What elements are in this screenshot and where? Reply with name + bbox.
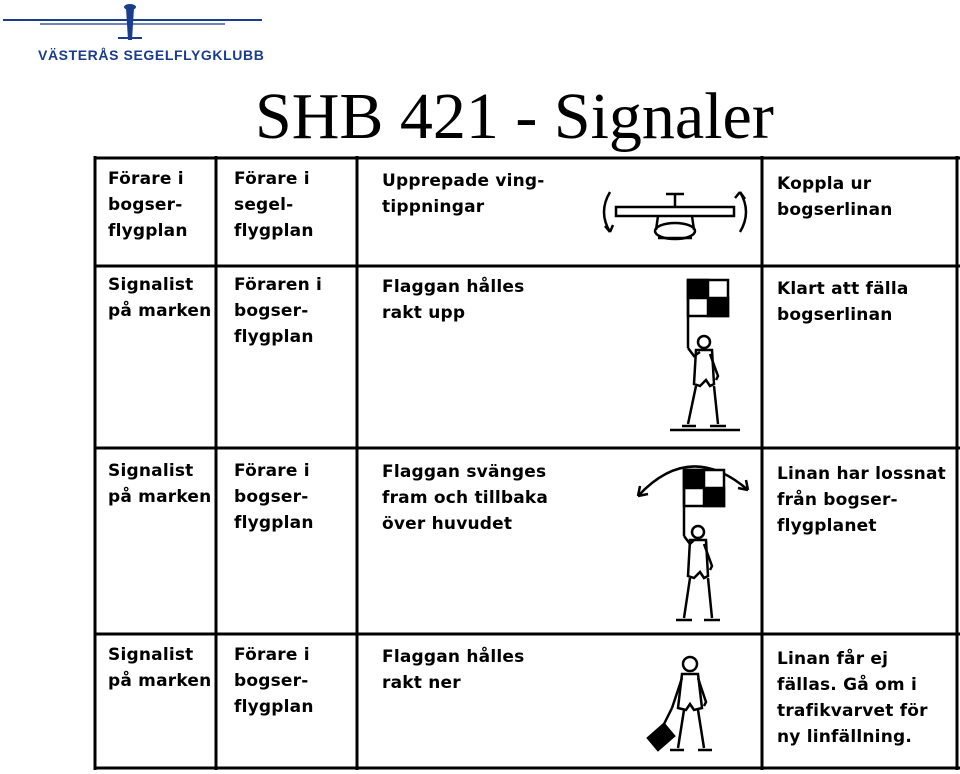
airplane-wing-rocking-icon	[596, 186, 754, 256]
row4-giver: Signalist på marken	[108, 645, 212, 691]
row4-meaning: Linan får ej fällas. Gå om i trafikvarvet för ny linfällning.	[777, 649, 928, 747]
row3-meaning: Linan har lossnat från bogser- flygplanet	[777, 464, 946, 536]
row3-giver: Signalist på marken	[108, 461, 212, 507]
row3-signal: Flaggan svänges fram och tillbaka över huvudet	[382, 462, 549, 534]
row2-giver: Signalist på marken	[108, 275, 212, 321]
row2-receiver: Föraren i bogser- flygplan	[234, 275, 323, 347]
row3-receiver: Förare i bogser- flygplan	[234, 461, 314, 533]
row2-signal: Flaggan hålles rakt upp	[382, 277, 525, 323]
row4-signal: Flaggan hålles rakt ner	[382, 647, 525, 693]
row1-giver: Förare i bogser- flygplan	[108, 169, 188, 241]
row2-meaning: Klart att fälla bogserlinan	[777, 279, 909, 325]
row1-receiver: Förare i segel- flygplan	[234, 169, 314, 241]
person-flag-waving-icon	[630, 452, 760, 627]
logo-text: VÄSTERÅS SEGELFLYGKLUBB	[38, 47, 265, 63]
row4-receiver: Förare i bogser- flygplan	[234, 645, 314, 717]
person-flag-raised-icon	[666, 276, 746, 436]
page-title: SHB 421 - Signaler	[255, 80, 774, 153]
person-flag-lowered-icon	[644, 652, 724, 756]
row1-signal: Upprepade ving- tippningar	[382, 171, 545, 217]
row1-meaning: Koppla ur bogserlinan	[777, 174, 893, 220]
